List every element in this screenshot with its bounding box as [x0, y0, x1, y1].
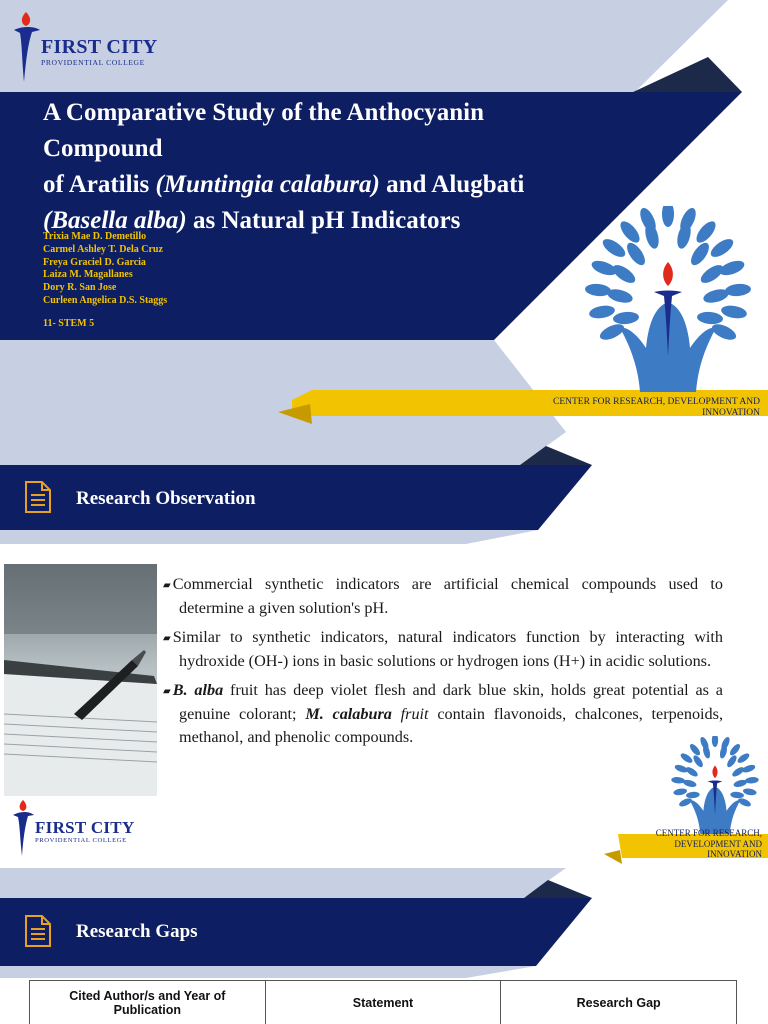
title-run: (Basella alba) [43, 207, 187, 234]
author-name: Laiza M. Magallanes [43, 269, 133, 281]
title-run: as Natural pH Indicators [186, 207, 461, 234]
research-gap-table [29, 980, 737, 1024]
author-name: Curleen Angelica D.S. Staggs [43, 294, 168, 306]
author-name: Carmel Ashley T. Dela Cruz [43, 243, 163, 255]
title-run: (Muntingia calabura) [155, 171, 380, 198]
flame-logo-icon [10, 798, 36, 858]
bullet-text: Similar to synthetic indicators, natural indicators function by interacting with hydroxide (OH-) ions in basic solutions or hydrogen ions (H+) in acidic solutions. [172, 628, 723, 670]
flame-logo-icon [10, 10, 42, 84]
tree-hands-logo [568, 206, 768, 392]
section-label: 11- STEM 5 [43, 318, 95, 329]
bullet-text: Commercial synthetic indicators are artificial chemical compounds used to determine a given solution's pH. [172, 575, 723, 617]
center-label: CENTER FOR RESEARCH, DEVELOPMENT AND INNOVATION [655, 828, 762, 859]
logo-subtitle: PROVIDENTIAL COLLEGE [35, 837, 127, 844]
title-slide [0, 0, 768, 432]
bullet-text: M. calabura [305, 705, 392, 723]
center-label: CENTER FOR RESEARCH, DEVELOPMENT AND INNOVATION [553, 397, 760, 418]
bullet-text: fruit [391, 705, 429, 723]
document-icon [24, 914, 52, 948]
document-icon [24, 480, 52, 514]
title-line [43, 167, 603, 203]
table-header-statement: Statement [265, 981, 501, 1024]
bullet-item [163, 679, 723, 749]
bullet-item [163, 626, 723, 673]
bullet-marker-icon: ▰ [163, 580, 171, 591]
presentation-title [43, 95, 603, 239]
college-logo-small [8, 798, 188, 862]
bullet-marker-icon: ▰ [163, 633, 171, 644]
bullet-marker-icon: ▰ [163, 686, 171, 697]
tree-hands-logo-small [662, 736, 768, 834]
bullet-item [163, 573, 723, 620]
logo-name: FIRST CITY [41, 36, 158, 58]
logo-subtitle: PROVIDENTIAL COLLEGE [41, 58, 145, 67]
title-line [43, 131, 603, 167]
notebook-pen-photo [4, 564, 157, 796]
author-name: Trixia Mae D. Demetillo [43, 231, 147, 242]
title-line [43, 95, 603, 131]
logo-name: FIRST CITY [35, 818, 135, 837]
research-gaps-slide [0, 868, 768, 1024]
title-run: A Comparative Study of the Anthocyanin [43, 99, 485, 126]
title-run: Compound [43, 135, 163, 162]
author-name: Freya Graciel D. Garcia [43, 256, 146, 268]
title-run: of Aratilis [43, 171, 156, 198]
bullet-text: fruit has deep violet flesh and dark blue skin, holds great potential as a genuine colorant; [179, 681, 723, 723]
bullet-text: contain flavonoids, chalcones, terpenoids, methanol, and phenolic compounds. [179, 705, 723, 746]
author-name: Dory R. San Jose [43, 282, 117, 294]
banner-title: Research Gaps [76, 921, 198, 942]
banner-title: Research Observation [76, 488, 256, 509]
college-logo [8, 10, 188, 86]
bullet-text: B. alba [172, 681, 224, 699]
table-header-gap: Research Gap [501, 981, 737, 1024]
table-header-author: Cited Author/s and Year of Publication [30, 981, 266, 1024]
research-observation-slide [0, 432, 768, 868]
title-run: and Alugbati [379, 171, 525, 198]
author-list [43, 231, 283, 308]
observation-bullets [163, 573, 723, 755]
